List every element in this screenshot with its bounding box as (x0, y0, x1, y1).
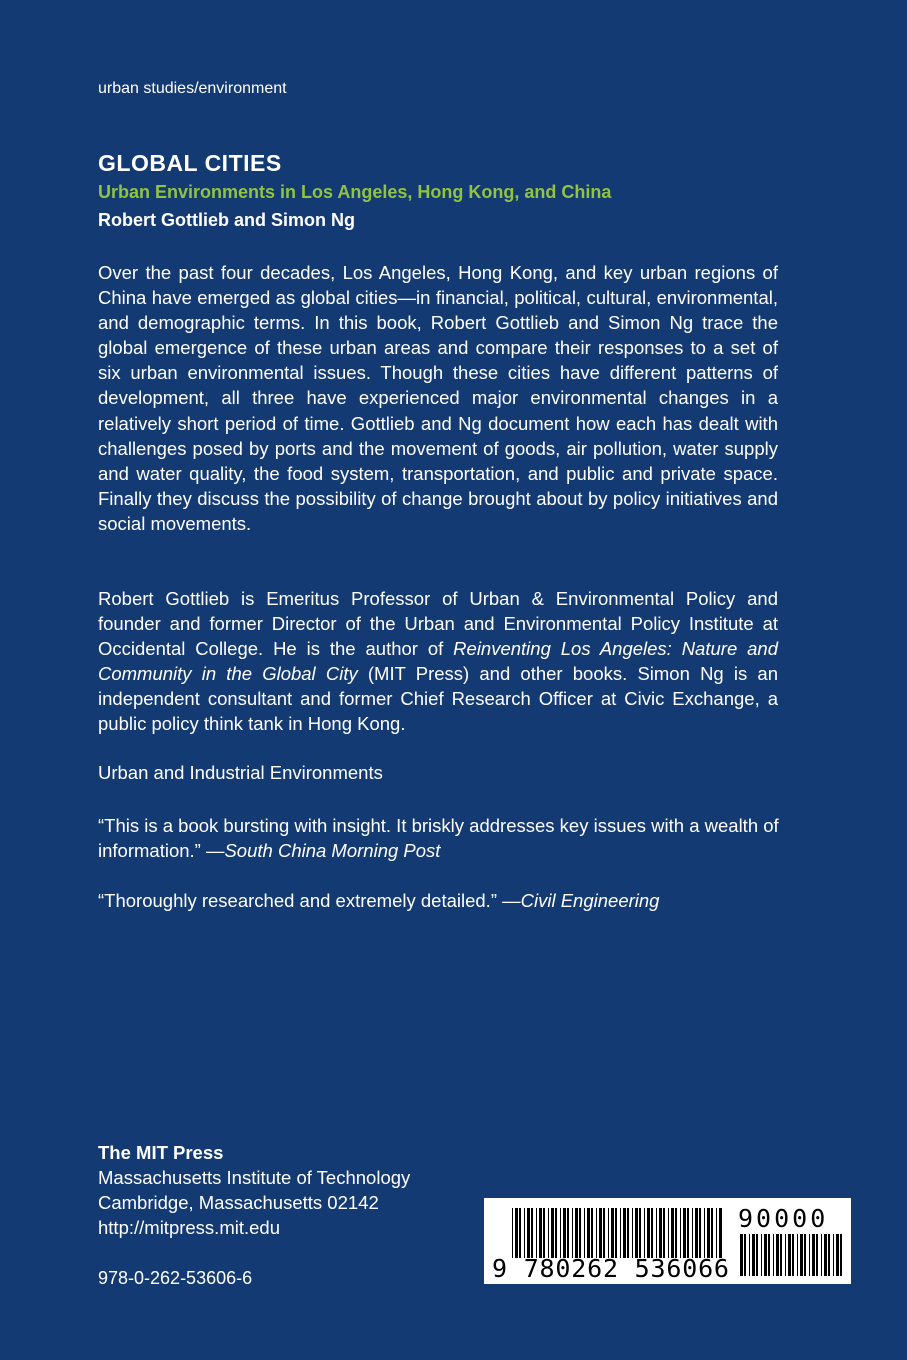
barcode-bar (539, 1208, 542, 1258)
bio-text-1: Robert Gottlieb is Emeritus Professor of Urban & Environmental Policy and founder and former Director of the Urban and Environmental Policy Institute at Occidental College. He is the author of (98, 588, 778, 660)
barcode-bar (828, 1234, 830, 1276)
barcode-bar (816, 1234, 818, 1276)
barcode-bar (812, 1234, 815, 1276)
book-subtitle: Urban Environments in Los Angeles, Hong Kong, and China (98, 182, 612, 202)
barcode-bar (776, 1234, 779, 1276)
barcode-bar (680, 1208, 681, 1258)
barcode-bar (632, 1208, 633, 1258)
review-quote (98, 888, 788, 913)
publisher-block (98, 1140, 410, 1240)
barcode-bar (611, 1208, 614, 1258)
barcode-bar (579, 1208, 581, 1258)
barcode-bar (584, 1208, 585, 1258)
barcode-bar (749, 1234, 750, 1276)
barcode-bar (527, 1208, 530, 1258)
barcode-bar (563, 1208, 566, 1258)
publisher-name: The MIT Press (98, 1142, 224, 1163)
category-label: urban studies/environment (98, 80, 287, 97)
barcode-bar (821, 1234, 822, 1276)
barcode-bar (627, 1208, 629, 1258)
quote-source: Civil Engineering (520, 890, 660, 911)
barcode-bar (536, 1208, 537, 1258)
publisher-address-1: Massachusetts Institute of Technology (98, 1167, 411, 1188)
barcode-bar (663, 1208, 665, 1258)
barcode-bar (599, 1208, 602, 1258)
barcode-bar (615, 1208, 617, 1258)
barcode-bar (524, 1208, 525, 1258)
barcode-bar (512, 1208, 513, 1258)
barcode-bar (548, 1208, 549, 1258)
barcode-digits: 9 780262 536066 (492, 1254, 730, 1283)
barcode-bar (555, 1208, 557, 1258)
barcode-bar (840, 1234, 842, 1276)
isbn: 978-0-262-53606-6 (98, 1268, 253, 1288)
barcode-bar (656, 1208, 657, 1258)
barcode-bar (572, 1208, 573, 1258)
barcode-addon-digits: 90000 (738, 1204, 829, 1233)
quote-text: “Thoroughly researched and extremely detailed.” — (98, 890, 521, 911)
barcode-bar (596, 1208, 597, 1258)
barcode-bar (560, 1208, 561, 1258)
barcode-bar (543, 1208, 545, 1258)
barcode-bar (647, 1208, 650, 1258)
barcode-bar (603, 1208, 605, 1258)
barcode-bar (515, 1208, 518, 1258)
barcode-bar (824, 1234, 827, 1276)
barcode-bar (797, 1234, 798, 1276)
barcode-bar (575, 1208, 578, 1258)
series-name: Urban and Industrial Environments (98, 762, 383, 783)
book-title: GLOBAL CITIES (98, 150, 282, 176)
barcode-bar (804, 1234, 806, 1276)
barcode-bar (711, 1208, 713, 1258)
barcode-bar (591, 1208, 593, 1258)
barcode-bar (809, 1234, 810, 1276)
barcode-bar (635, 1208, 638, 1258)
barcode-bar (800, 1234, 803, 1276)
barcode-bar (668, 1208, 669, 1258)
barcode-bar (531, 1208, 533, 1258)
author-bio (98, 586, 778, 737)
publisher-address-2: Cambridge, Massachusetts 02142 (98, 1192, 379, 1213)
barcode-bar (551, 1208, 554, 1258)
barcode-bar (833, 1234, 834, 1276)
quote-text: “This is a book bursting with insight. It briskly addresses key issues with a wealth of information.” — (98, 815, 779, 862)
barcode-bar (773, 1234, 774, 1276)
barcode-bar (761, 1234, 762, 1276)
bio-text-2: (MIT Press) and other books. Simon Ng is an independent consultant and former Chief Research Officer at Civic Exchange, a public policy think tank in Hong Kong. (98, 663, 779, 735)
barcode-bar (671, 1208, 674, 1258)
barcode-bar (707, 1208, 710, 1258)
barcode-bar (683, 1208, 686, 1258)
barcode-bar (567, 1208, 569, 1258)
barcode (484, 1198, 851, 1284)
barcode-bar (740, 1234, 743, 1276)
barcode-bar (764, 1234, 767, 1276)
barcode-bar (639, 1208, 641, 1258)
bio-book-title: Reinventing Los Angeles: Nature and Community in the Global City (98, 638, 778, 685)
barcode-bar (704, 1208, 705, 1258)
barcode-bar (836, 1234, 839, 1276)
barcode-bar (695, 1208, 698, 1258)
barcode-bar (768, 1234, 770, 1276)
barcode-bar (675, 1208, 677, 1258)
quote-source: South China Morning Post (224, 840, 441, 862)
barcode-bar (719, 1208, 722, 1258)
barcode-bar (692, 1208, 693, 1258)
review-quote (98, 813, 788, 863)
barcode-bar (687, 1208, 689, 1258)
barcode-bar (785, 1234, 786, 1276)
barcode-bar (752, 1234, 755, 1276)
barcode-bar (788, 1234, 791, 1276)
barcode-bar (644, 1208, 645, 1258)
barcode-bar (699, 1208, 701, 1258)
barcode-bar (716, 1208, 717, 1258)
barcode-bar (659, 1208, 662, 1258)
book-authors: Robert Gottlieb and Simon Ng (98, 210, 355, 230)
barcode-bar (620, 1208, 621, 1258)
publisher-url: http://mitpress.mit.edu (98, 1217, 280, 1238)
barcode-bar (519, 1208, 521, 1258)
barcode-bar (780, 1234, 782, 1276)
barcode-bar (651, 1208, 653, 1258)
barcode-bar (792, 1234, 794, 1276)
barcode-bar (744, 1234, 746, 1276)
barcode-bar (608, 1208, 609, 1258)
barcode-bar (587, 1208, 590, 1258)
barcode-bar (623, 1208, 626, 1258)
book-description: Over the past four decades, Los Angeles, Hong Kong, and key urban regions of China have emerged as global cities—in financial, political, cultural, environmental, and demographic terms. In this book, Robert Gottlieb and Simon Ng trace the global emergence of these urban areas and compare their responses to a set of six urban environmental issues. Though these cities have different patterns of development, all three have experienced major environmental changes in a relatively short period of time. Gottlieb and Ng document how each has dealt with challenges posed by ports and the movement of goods, air pollution, water supply and water quality, the food system, transportation, and public and private space. Finally they discuss the possibility of change brought about by policy initiatives and social movements. (98, 262, 778, 534)
barcode-bar (756, 1234, 758, 1276)
